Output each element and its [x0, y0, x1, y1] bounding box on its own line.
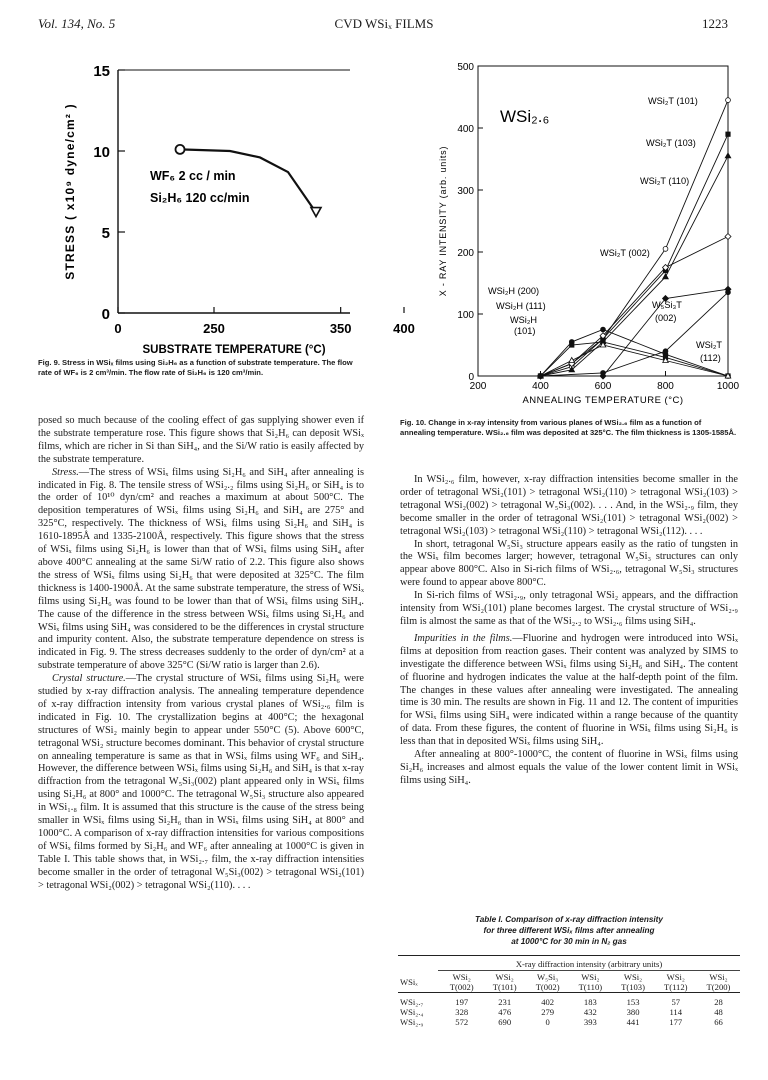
- paragraph-crystal: [38, 673, 364, 892]
- series-label: WSi₂H (111): [496, 301, 546, 311]
- series-label: WSi₂T (101): [648, 96, 698, 106]
- table-row-label: WSi₂.₇: [400, 997, 424, 1007]
- data-point: [601, 371, 606, 376]
- table-column-header: WSi₂ T(101): [492, 972, 517, 992]
- table-cell: 441: [626, 1017, 640, 1027]
- y-tick-label: 0: [101, 306, 110, 323]
- table-cell: 432: [583, 1007, 597, 1017]
- table-body: [398, 972, 740, 1027]
- y-tick-label: 200: [457, 248, 474, 259]
- table-column-header: WSi₂ T(112): [663, 972, 688, 992]
- table-cell: 476: [498, 1007, 512, 1017]
- y-tick-label: 400: [457, 124, 474, 135]
- y-tick-label: 10: [93, 144, 110, 161]
- y-axis-label: STRESS ( x10⁹ dyne/cm² ): [63, 103, 77, 280]
- paragraph-impurities: [400, 633, 738, 749]
- table-column-header: WSi₂ T(103): [621, 972, 645, 992]
- series-label: WSi₂H (200): [488, 286, 540, 296]
- data-point: [176, 145, 185, 154]
- series-label: WSi₂T (002): [600, 248, 650, 258]
- y-tick-label: 5: [101, 225, 110, 242]
- paragraph: In short, tetragonal W₅Si₃ structure appears easily as the ratio of tungsten in the WSiₓ film becomes larger; however, tetragonal W₅Si₃ structures can only appear above 800°C. Also in Si-rich films of WSi₂.₆, tetragonal W₅Si₃ structures were found to appear above 800°C.: [400, 538, 738, 589]
- data-point: [726, 290, 731, 295]
- data-point: [725, 153, 731, 158]
- paragraph-stress: [38, 467, 364, 674]
- y-tick-label: 100: [457, 310, 474, 321]
- figure-9-chart: [30, 56, 415, 356]
- table-cell: 183: [583, 997, 597, 1007]
- series-label: (002): [655, 313, 677, 323]
- series-label: WSi₂T (110): [640, 176, 690, 186]
- figure-9-caption: Fig. 9. Stress in WSiₓ films using Si₂H₆ as a function of substrate temperature. The flow rate of WF₆ is 2 cm³/min. The flow rate of Si₂H₆ is 120 cm³/min.: [38, 358, 353, 377]
- figure-10-caption: Fig. 10. Change in x-ray intensity from various planes of WSi₂.₆ film as a function of annealing temperature. WSi₂.₆ film was deposited at 325°C. The film thickness is 1305-1585Å.: [400, 418, 737, 437]
- data-point: [538, 374, 543, 379]
- table-cell: 197: [455, 997, 469, 1007]
- table-cell: 328: [455, 1007, 469, 1017]
- y-tick-label: 500: [457, 62, 474, 73]
- table-column-header: W₅Si₃ T(002): [535, 972, 560, 992]
- x-tick-label: 350: [329, 321, 352, 336]
- series-label: (112): [700, 353, 721, 363]
- section-heading: Stress.: [52, 466, 79, 478]
- paragraph: After annealing at 800°-1000°C, the content of fluorine in WSiₓ films using Si₂H₆ increases and almost equals the value of the lower content limit in WSiₓ films using SiH₄.: [400, 749, 738, 786]
- table-cell: 380: [626, 1007, 640, 1017]
- table-caption: [400, 914, 738, 947]
- x-tick-label: 600: [594, 381, 612, 392]
- table-cell: 402: [541, 997, 555, 1007]
- annotation-wf6: WF₆ 2 cc / min: [150, 169, 236, 183]
- page-number: 1223: [702, 16, 728, 31]
- x-axis-label: SUBSTRATE TEMPERATURE (°C): [142, 344, 326, 356]
- table-row: [398, 997, 740, 1007]
- table-cell: 28: [714, 997, 723, 1007]
- paragraph: In WSi₂.₆ film, however, x-ray diffraction intensities become smaller in the order of tetragonal WSi₂(101) > tetragonal WSi₂(110) > tetragonal WSi₂(103) > tetragonal WSi₂(002) > tetragonal W₅Si₃(002). . . . And, in the WSi₂.₉ film, they become smaller in the order of tetragonal WSi₂(101) > tetragonal WSi₂(002) > tetragonal WSi₂(103) > tetragonal WSi₂(110) > tetragonal WSi₂(112). . . .: [400, 474, 738, 537]
- table-row: [398, 1007, 740, 1017]
- paragraph: posed so much because of the cooling effect of gas supplying shower even if the substrate temperature rose. This figure shows that Si₂H₆ can deposit WSiₓ films, which are richer in Si than SiH₄, and the Si/W ratio is easily affected by the substrate temperature.: [38, 415, 364, 465]
- annotation-si2h6: Si₂H₆ 120 cc/min: [150, 191, 250, 205]
- table-cell: 231: [498, 997, 512, 1007]
- table-cell: 48: [714, 1007, 723, 1017]
- y-tick-label: 15: [93, 63, 110, 80]
- table-column-header: WSi₂ T(200): [706, 972, 731, 992]
- left-column-text: [38, 415, 364, 893]
- journal-volume: Vol. 134, No. 5: [38, 16, 116, 31]
- x-tick-label: 0: [114, 321, 122, 336]
- data-point: [726, 132, 730, 136]
- table-cell: 572: [455, 1017, 469, 1027]
- section-heading: Impurities in the films.: [414, 632, 513, 644]
- data-point: [726, 98, 731, 103]
- y-tick-label: 300: [457, 186, 474, 197]
- table-cell: 0: [545, 1017, 550, 1027]
- table-cell: 114: [669, 1007, 683, 1017]
- table-header-row: [398, 972, 740, 993]
- series-label: (101): [514, 326, 536, 336]
- table-column-header: WSi₂ T(002): [449, 972, 474, 992]
- data-point: [663, 247, 668, 252]
- series-line: [541, 100, 729, 376]
- paragraph-text: —The crystal structure of WSiₓ films using Si₂H₆ were studied by x-ray diffraction analysis. The annealing temperature dependence of x-ray diffraction intensity from various crystal planes of WSi₂.₆ film is indicated in Fig. 10. The crystallization begins at 400°C; the hexagonal structures of WSi₂ mainly begin to appear under 550°C (5). Above 600°C, tetragonal WSi₂ structure becomes dominant. This behavior of crystal structure on annealing temperature is same as that in WSiₓ films using WF₆ and SiH₄. However, the difference between WSiₓ films using Si₂H₆ and SiH₄ is that x-ray diffraction from the tetragonal W₅Si₃(002) plant appeared only in WSiₓ films using Si₂H₆ at 800° and 1000°C. The tetragonal W₅Si₃ structure also appeared in WSi₁.₈ film. It is assumed that this structure is the cause of the stress being smaller in WSiₓ films using Si₂H₆ than in WSiₓ films using SiH₄ at 800° and 1000°C. A comparison of x-ray diffraction intensities for various compositions of WSiₓ films formed by Si₂H₆ and WF₆ after annealing at 1000°C is given in Table I. This table shows that, in WSi₂.₇ film, the x-ray diffraction intensities become smaller in the order of tetragonal W₅Si₃(002) > tetragonal WSi₂(101) > tetragonal WSi₂(002) > tetragonal WSi₂(110). . . .: [38, 673, 364, 891]
- y-axis-label: X - RAY INTENSITY (arb. units): [438, 145, 448, 297]
- x-tick-label: 400: [532, 381, 549, 392]
- table-cell: 393: [583, 1017, 597, 1027]
- data-point: [663, 349, 668, 354]
- paragraph-text: —The stress of WSiₓ films using Si₂H₆ and SiH₄ after annealing is indicated in Fig. 8. The tensile stress of WSi₂.₂ films using Si₂H₆ or SiH₄ is to the order of 10¹⁰ dyn/cm² and reaches a maximum at about 500°C. The deposition temperatures of WSiₓ films using Si₂H₆ and SiH₄ are 275° and 325°C, respectively. The thickness of WSiₓ films using Si₂H₆ and SiH₄ is 1610-1895Å and 1335-2100Å, respectively. This figure shows that the stress of WSiₓ films using Si₂H₆ is lower than that of WSiₓ films using SiH₄ after above 400°C annealing at the same Si/W ratio of 2.2. This figure also shows the stress of WSiₓ films using Si₂H₆ that were deposited at 325°C. The film thickness is 1400-1900Å. At the same substrate temperature, the stress of WSiₓ films using Si₂H₆ was found to be lower than that of WSiₓ films using SiH₄. The cause of the difference in the stress between WSiₓ films using Si₂H₆ and WSiₓ films using SiH₄ was considered to be the differences in crystal structure and impurity content. Also, the substrate temperature dependence on stress is indicated in Fig. 9. The stress decreases suddenly to the order of dyn/cm² at a substrate temperature of above 325°C (Si/W ratio is larger than 2.6).: [38, 466, 364, 672]
- table-row-label: WSi₂.₄: [400, 1007, 424, 1017]
- data-point: [601, 327, 606, 332]
- table-cell: 57: [671, 997, 681, 1007]
- table-cell: 279: [541, 1007, 555, 1017]
- data-point: [570, 343, 574, 347]
- data-point: [725, 234, 731, 240]
- data-point: [311, 208, 321, 217]
- data-point: [663, 274, 669, 279]
- table-cell: 690: [498, 1017, 512, 1027]
- series-label: WSi₂T (103): [646, 138, 696, 148]
- x-tick-label: 250: [203, 321, 225, 336]
- table-span-header: X-ray diffraction intensity (arbitrary units): [515, 959, 663, 969]
- table-cell: 153: [626, 997, 640, 1007]
- x-tick-label: 800: [657, 381, 674, 392]
- inset-title: WSi₂.₆: [500, 106, 550, 126]
- paragraph: In Si-rich films of WSi₂.₉, only tetragonal WSi₂ appears, and the diffraction intensity from WSi₂(101) plane becomes largest. The crystal structure of WSi₂.₉ film is almost the same as that of the WSi₂.₂ to WSi₂.₆ films using SiH₄.: [400, 590, 738, 627]
- table-row-header: WSiₓ: [400, 977, 418, 987]
- figure-9-plot: [63, 63, 415, 356]
- table-cell: 177: [669, 1017, 683, 1027]
- table-row-label: WSi₂.₉: [400, 1017, 424, 1027]
- table-row: [398, 1017, 740, 1027]
- table-caption-line: for three different WSiₓ films after annealing: [483, 926, 655, 935]
- series-label: WSi₂T: [696, 340, 723, 350]
- series-label: W₅Si₃T: [652, 300, 682, 310]
- table-caption-line: at 1000°C for 30 min in N₂ gas: [511, 937, 627, 946]
- right-column-text: [400, 474, 738, 788]
- series-label: WSi₂H: [510, 315, 538, 325]
- figure-10-plot: [438, 62, 740, 406]
- table-caption-line: Table I. Comparison of x-ray diffraction intensity: [475, 915, 663, 924]
- table-cell: 66: [714, 1017, 723, 1027]
- x-tick-label: 400: [393, 321, 415, 336]
- paragraph-text: —Fluorine and hydrogen were introduced into WSiₓ films at deposition from reaction gases. Their content was analyzed by SIMS to investigate the difference between WSiₓ films using Si₂H₆ and SiH₄. The content of fluorine and hydrogen indicates the value at the half-depth point of the film. The changes in these values after annealing were investigated. The annealing time is 30 min. The results are shown in Fig. 11 and 12. The content of impurities for WSiₓ films using SiH₄ were indicated within a range because of the quantity of data. From these figures, the content of fluorine in WSiₓ films using Si₂H₆ is less than that in deposited WSiₓ films using SiH₄.: [400, 632, 738, 748]
- section-heading: Crystal structure.: [52, 673, 126, 685]
- table-1: [398, 955, 740, 1027]
- y-tick-label: 0: [468, 372, 474, 383]
- x-axis-label: ANNEALING TEMPERATURE (°C): [522, 395, 684, 406]
- x-tick-label: 1000: [716, 381, 740, 392]
- running-title: CVD WSiₓ FILMS: [334, 16, 434, 31]
- x-tick-label: 200: [469, 381, 487, 392]
- figure-10-chart: [400, 56, 745, 406]
- table-column-header: WSi₂ T(110): [578, 972, 603, 992]
